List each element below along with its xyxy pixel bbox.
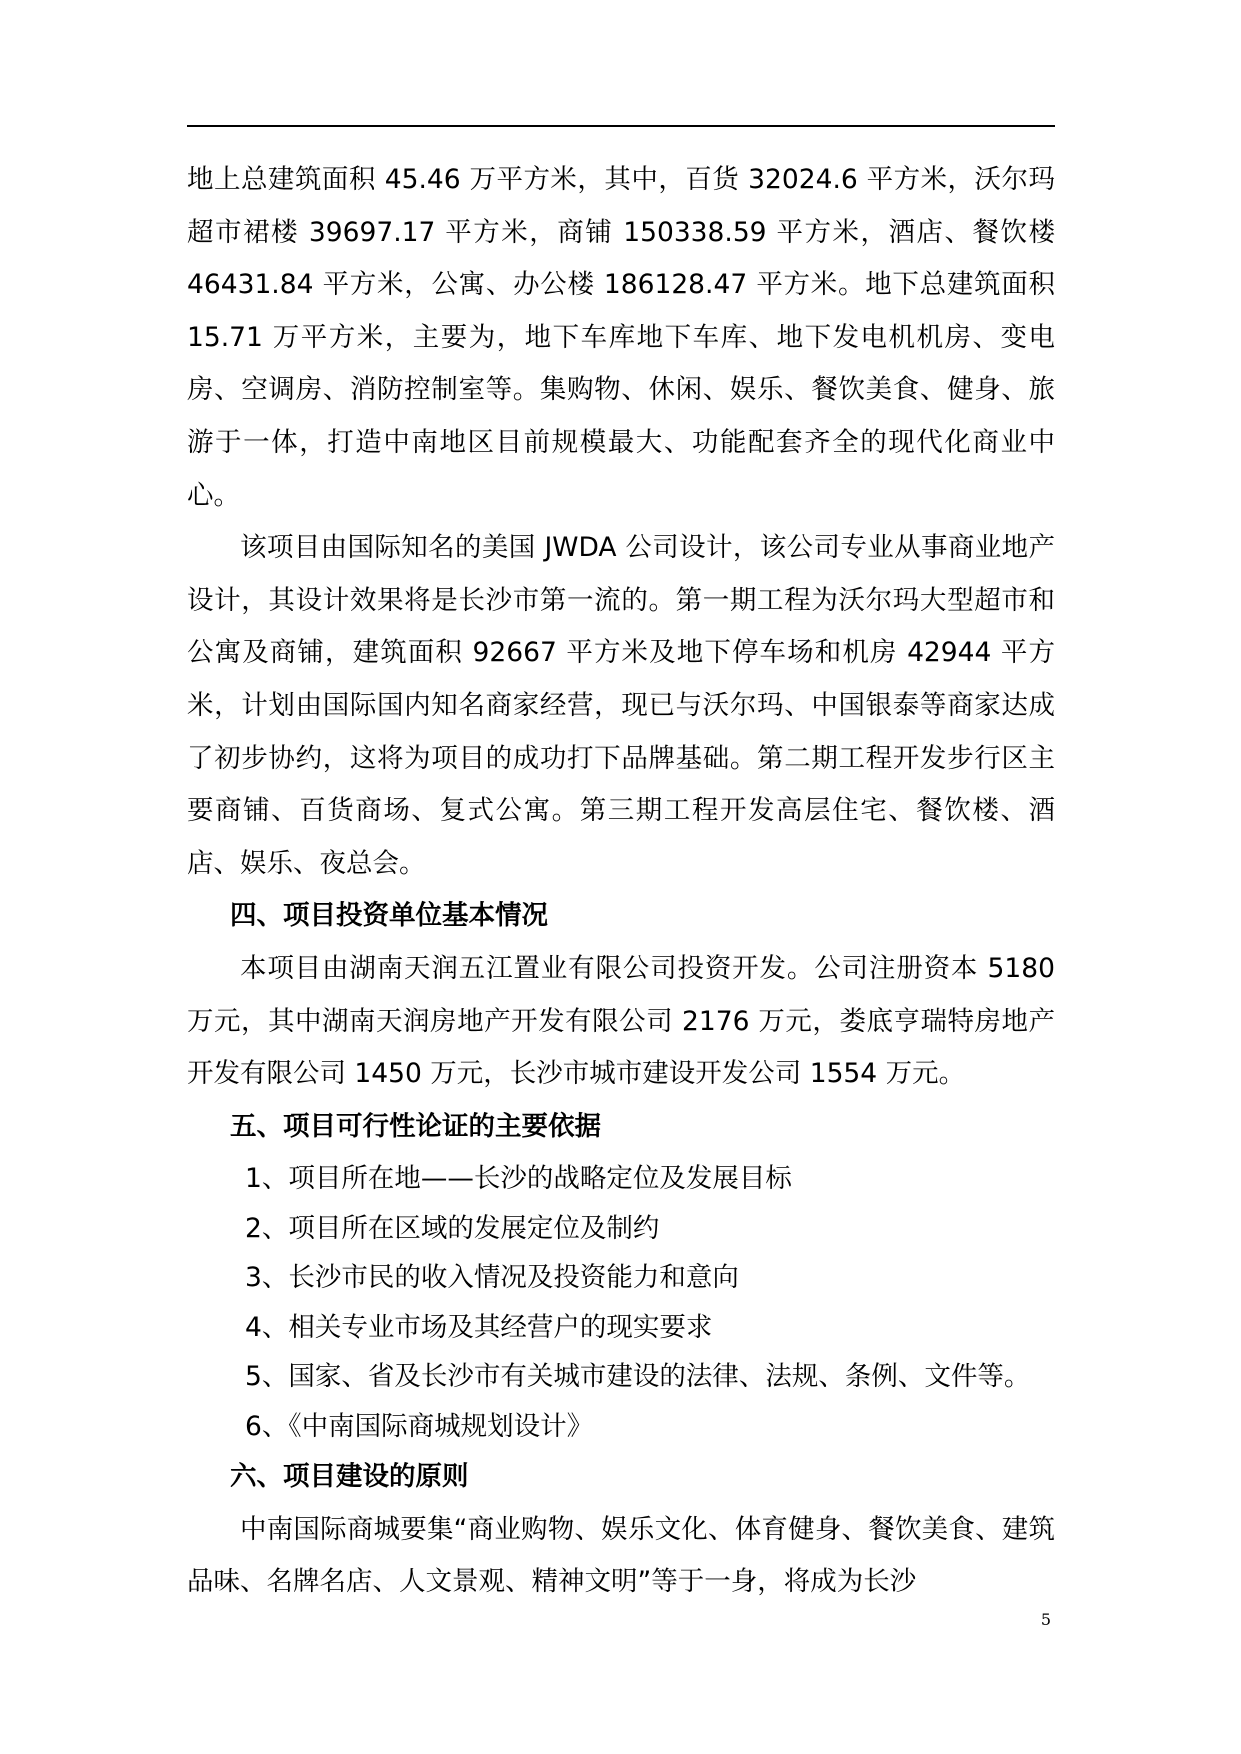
list-item: 6、《中南国际商城规划设计》 xyxy=(245,1410,594,1442)
section-heading-feasibility-basis: 五、项目可行性论证的主要依据 xyxy=(230,1110,601,1142)
paragraph-floor-area: 地上总建筑面积 45.46 万平方米，其中，百货 32024.6 平方米，沃尔玛超市裙楼 39697.17 平方米，商铺 150338.59 平方米，酒店、餐饮楼 46431.84 平方米，公寓、办公楼 186128.47 平方米。地下总建筑面积 15.71 万平方米，主要为，地下车库地下车库、地下发电机机房、变电房、空调房、消防控制室等。集购物、休闲、娱乐、餐饮美食、健身、旅游于一体，打造中南地区目前规模最大、功能配套齐全的现代化商业中心。 xyxy=(187,164,1055,511)
section-heading-principles: 六、项目建设的原则 xyxy=(230,1461,469,1493)
paragraph-investor: 本项目由湖南天润五江置业有限公司投资开发。公司注册资本 5180 万元，其中湖南天润房地产开发有限公司 2176 万元，娄底亨瑞特房地产开发有限公司 1450 万元，长沙市城市建设开发公司 1554 万元。 xyxy=(187,952,1055,1090)
header-rule xyxy=(187,125,1055,127)
page-number: 5 xyxy=(1040,1610,1051,1629)
list-item: 3、长沙市民的收入情况及投资能力和意向 xyxy=(245,1262,739,1294)
list-item: 5、国家、省及长沙市有关城市建设的法律、法规、条例、文件等。 xyxy=(245,1361,1031,1393)
feasibility-basis-list xyxy=(187,1154,1055,1451)
section-heading-investor: 四、项目投资单位基本情况 xyxy=(230,900,548,932)
paragraph-design-phases: 该项目由国际知名的美国 JWDA 公司设计，该公司专业从事商业地产设计，其设计效果将是长沙市第一流的。第一期工程为沃尔玛大型超市和公寓及商铺，建筑面积 92667 平方米及地下停车场和机房 42944 平方米，计划由国际国内知名商家经营，现已与沃尔玛、中国银泰等商家达成了初步协约，这将为项目的成功打下品牌基础。第二期工程开发步行区主要商铺、百货商场、复式公寓。第三期工程开发高层住宅、餐饮楼、酒店、娱乐、夜总会。 xyxy=(187,532,1055,879)
document-body xyxy=(187,154,1055,1609)
list-item: 2、项目所在区域的发展定位及制约 xyxy=(245,1212,660,1244)
list-item: 4、相关专业市场及其经营户的现实要求 xyxy=(245,1311,713,1343)
paragraph-principles: 中南国际商城要集“商业购物、娱乐文化、体育健身、餐饮美食、建筑品味、名牌名店、人文景观、精神文明”等于一身，将成为长沙 xyxy=(187,1513,1055,1598)
list-item: 1、项目所在地——长沙的战略定位及发展目标 xyxy=(245,1163,792,1195)
